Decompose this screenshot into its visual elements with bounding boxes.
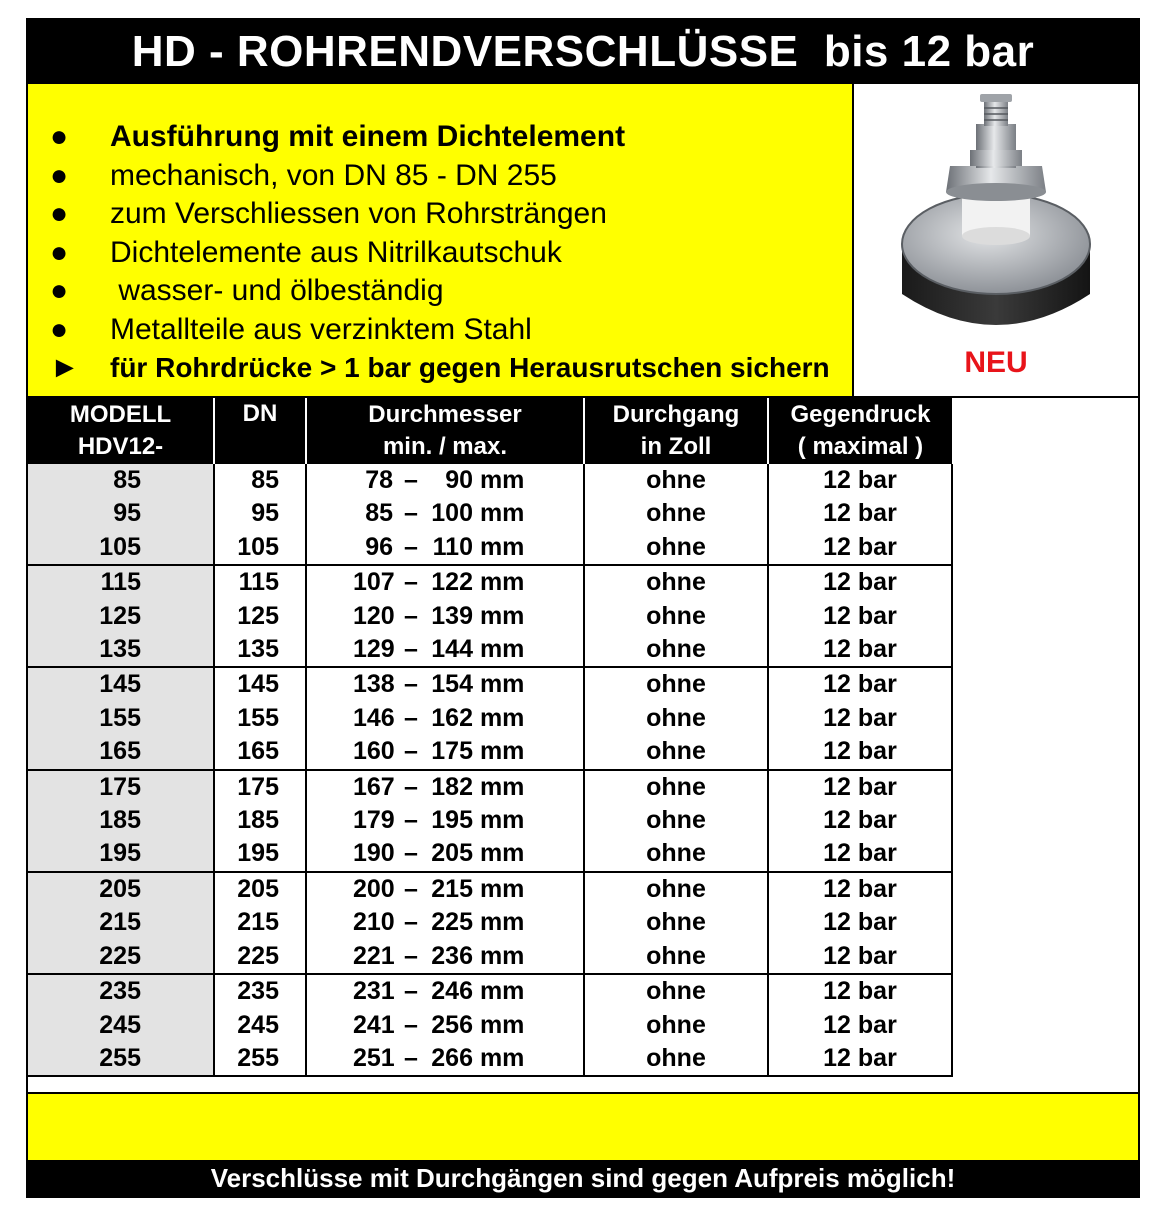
dn-value: 105 <box>237 532 279 561</box>
arrow-bullet-icon: ► <box>50 351 80 385</box>
pressure-cell <box>768 565 952 667</box>
diameter-unit: mm <box>479 1043 525 1072</box>
range-dash: – <box>404 601 418 630</box>
range-dash: – <box>404 839 418 868</box>
dn-value: 95 <box>251 499 279 528</box>
diameter-max: 236 <box>431 941 473 970</box>
diameter-range <box>353 906 583 939</box>
range-dash: – <box>404 532 418 561</box>
diameter-range <box>353 837 583 870</box>
dn-value: 125 <box>237 601 279 630</box>
table-row-group <box>28 974 952 1076</box>
table-row-group <box>28 565 952 667</box>
table-row-group <box>28 667 952 769</box>
port-value: ohne <box>646 941 706 970</box>
feature-item <box>50 349 830 388</box>
dn-value: 185 <box>237 806 279 835</box>
feature-text: wasser- und ölbeständig <box>110 274 444 308</box>
range-dash: – <box>404 806 418 835</box>
diameter-range <box>353 1009 583 1042</box>
diameter-min: 129 <box>353 635 395 664</box>
diameter-unit: mm <box>479 839 525 868</box>
diameter-unit: mm <box>479 874 525 903</box>
diameter-unit: mm <box>479 977 525 1006</box>
new-badge: NEU <box>964 346 1028 379</box>
diameter-max: 139 <box>431 601 473 630</box>
diameter-max: 266 <box>431 1043 473 1072</box>
pressure-value: 12 bar <box>823 806 897 835</box>
dn-value: 135 <box>237 635 279 664</box>
port-value: ohne <box>646 874 706 903</box>
diameter-min: 120 <box>353 601 395 630</box>
footer-spacer <box>28 1092 1138 1160</box>
diameter-min: 251 <box>353 1043 395 1072</box>
diameter-range <box>353 464 583 497</box>
dn-cell <box>214 770 306 872</box>
diameter-range <box>353 804 583 837</box>
model-value: 145 <box>99 670 141 699</box>
diameter-max: 182 <box>431 772 473 801</box>
diameter-min: 146 <box>353 703 395 732</box>
diameter-unit: mm <box>479 635 525 664</box>
bullet-dot-icon: ● <box>50 235 69 269</box>
diameter-min: 200 <box>353 874 395 903</box>
dn-value: 175 <box>237 772 279 801</box>
table-row-group <box>28 872 952 974</box>
model-value: 255 <box>99 1043 141 1072</box>
diameter-min: 78 <box>365 466 393 494</box>
model-value: 225 <box>99 941 141 970</box>
diameter-unit: mm <box>479 737 525 766</box>
pressure-value: 12 bar <box>823 839 897 868</box>
diameter-unit: mm <box>479 772 525 801</box>
table-body <box>28 464 952 1076</box>
diameter-min: 210 <box>353 908 395 937</box>
header-port: Durchgang in Zoll <box>584 398 768 464</box>
pressure-value: 12 bar <box>823 1010 897 1039</box>
dn-value: 145 <box>237 670 279 699</box>
feature-text: zum Verschliessen von Rohrsträngen <box>110 197 607 231</box>
pressure-value: 12 bar <box>823 703 897 732</box>
range-dash: – <box>404 635 418 664</box>
diameter-max: 122 <box>431 568 473 597</box>
diameter-unit: mm <box>479 670 525 699</box>
port-value: ohne <box>646 806 706 835</box>
range-dash: – <box>404 1043 418 1072</box>
product-photo-panel <box>854 84 1138 396</box>
pressure-value: 12 bar <box>823 941 897 970</box>
pressure-cell <box>768 770 952 872</box>
feature-panel <box>28 84 854 396</box>
feature-item <box>50 272 830 311</box>
port-value: ohne <box>646 977 706 1006</box>
diameter-max: 205 <box>431 839 473 868</box>
feature-list <box>50 118 830 388</box>
dn-value: 225 <box>237 941 279 970</box>
table-row-group <box>28 770 952 872</box>
diameter-cell <box>306 667 584 769</box>
bullet-dot-icon: ● <box>50 120 69 154</box>
model-value: 235 <box>99 977 141 1006</box>
model-value: 245 <box>99 1010 141 1039</box>
pressure-cell <box>768 872 952 974</box>
diameter-max: 225 <box>431 908 473 937</box>
diameter-unit: mm <box>479 466 525 494</box>
range-dash: – <box>404 737 418 766</box>
dn-value: 245 <box>237 1010 279 1039</box>
diameter-unit: mm <box>479 806 525 835</box>
diameter-max: 162 <box>431 703 473 732</box>
range-dash: – <box>404 908 418 937</box>
diameter-max: 154 <box>431 670 473 699</box>
dn-cell <box>214 872 306 974</box>
feature-item <box>50 234 830 273</box>
diameter-cell <box>306 974 584 1076</box>
model-value: 175 <box>99 772 141 801</box>
dn-value: 205 <box>237 874 279 903</box>
pressure-value: 12 bar <box>823 874 897 903</box>
range-dash: – <box>404 1010 418 1039</box>
dn-cell <box>214 565 306 667</box>
pressure-value: 12 bar <box>823 772 897 801</box>
diameter-range <box>353 940 583 973</box>
range-dash: – <box>404 874 418 903</box>
model-value: 105 <box>99 532 141 561</box>
diameter-cell <box>306 464 584 565</box>
page-title: HD - ROHRENDVERSCHLÜSSE bis 12 bar <box>28 20 1138 84</box>
dn-value: 255 <box>237 1043 279 1072</box>
model-value: 155 <box>99 703 141 732</box>
model-value: 185 <box>99 806 141 835</box>
pressure-value: 12 bar <box>823 670 897 699</box>
table-header-row <box>28 398 952 464</box>
model-value: 205 <box>99 874 141 903</box>
feature-text: Dichtelemente aus Nitrilkautschuk <box>110 235 562 269</box>
diameter-cell <box>306 565 584 667</box>
feature-text: mechanisch, von DN 85 - DN 255 <box>110 158 557 192</box>
pressure-cell <box>768 667 952 769</box>
port-cell <box>584 667 768 769</box>
feature-text: Metallteile aus verzinktem Stahl <box>110 312 532 346</box>
diameter-min: 231 <box>353 977 395 1006</box>
feature-item <box>50 157 830 196</box>
port-value: ohne <box>646 532 706 561</box>
model-cell <box>28 464 214 565</box>
diameter-max: 90 <box>445 466 473 494</box>
diameter-max: 110 <box>432 532 473 561</box>
diameter-unit: mm <box>479 941 525 970</box>
header-diameter: Durchmesser min. / max. <box>306 398 584 464</box>
diameter-range <box>353 497 583 530</box>
model-value: 115 <box>100 568 141 597</box>
diameter-unit: mm <box>479 568 525 597</box>
diameter-range <box>353 668 583 701</box>
dn-value: 165 <box>237 737 279 766</box>
port-value: ohne <box>646 568 706 597</box>
port-value: ohne <box>646 635 706 664</box>
pressure-value: 12 bar <box>823 1043 897 1072</box>
feature-item <box>50 195 830 234</box>
port-cell <box>584 770 768 872</box>
diameter-max: 100 <box>431 499 473 528</box>
pressure-value: 12 bar <box>823 635 897 664</box>
pressure-value: 12 bar <box>823 908 897 937</box>
dn-cell <box>214 667 306 769</box>
dn-value: 85 <box>251 466 279 494</box>
port-value: ohne <box>646 839 706 868</box>
diameter-range <box>353 600 583 633</box>
diameter-min: 190 <box>353 839 395 868</box>
dn-value: 235 <box>237 977 279 1006</box>
pressure-cell <box>768 974 952 1076</box>
dn-value: 195 <box>237 839 279 868</box>
datasheet <box>26 18 1140 1198</box>
model-value: 85 <box>113 466 141 494</box>
diameter-range <box>353 873 583 906</box>
diameter-max: 175 <box>431 737 473 766</box>
diameter-range <box>353 702 583 735</box>
diameter-min: 167 <box>353 772 395 801</box>
bullet-dot-icon: ● <box>50 274 69 308</box>
diameter-min: 96 <box>365 532 393 561</box>
model-value: 215 <box>99 908 141 937</box>
diameter-unit: mm <box>479 908 525 937</box>
range-dash: – <box>404 499 418 528</box>
range-dash: – <box>404 941 418 970</box>
diameter-min: 241 <box>353 1010 395 1039</box>
port-cell <box>584 464 768 565</box>
port-cell <box>584 974 768 1076</box>
specification-table <box>28 398 953 1077</box>
pressure-value: 12 bar <box>823 568 897 597</box>
range-dash: – <box>404 703 418 732</box>
diameter-cell <box>306 770 584 872</box>
range-dash: – <box>404 977 418 1006</box>
feature-text: Ausführung mit einem Dichtelement <box>110 120 626 154</box>
port-value: ohne <box>646 1010 706 1039</box>
model-cell <box>28 770 214 872</box>
diameter-range <box>353 771 583 804</box>
bullet-dot-icon: ● <box>50 312 69 346</box>
feature-text: für Rohrdrücke > 1 bar gegen Herausrutschen sichern <box>110 352 830 384</box>
port-value: ohne <box>646 466 706 494</box>
diameter-min: 221 <box>353 941 395 970</box>
diameter-cell <box>306 872 584 974</box>
diameter-max: 246 <box>431 977 473 1006</box>
range-dash: – <box>404 772 418 801</box>
diameter-min: 160 <box>353 737 395 766</box>
feature-item <box>50 118 830 157</box>
diameter-unit: mm <box>479 499 525 528</box>
pressure-value: 12 bar <box>823 466 897 494</box>
bullet-dot-icon: ● <box>50 197 69 231</box>
diameter-range <box>353 633 583 666</box>
port-value: ohne <box>646 601 706 630</box>
model-cell <box>28 565 214 667</box>
pressure-cell <box>768 464 952 565</box>
model-value: 135 <box>99 635 141 664</box>
model-cell <box>28 974 214 1076</box>
port-value: ohne <box>646 1043 706 1072</box>
diameter-min: 138 <box>353 670 395 699</box>
diameter-max: 256 <box>431 1010 473 1039</box>
range-dash: – <box>404 670 418 699</box>
diameter-min: 85 <box>365 499 393 528</box>
diameter-unit: mm <box>479 1010 525 1039</box>
port-value: ohne <box>646 772 706 801</box>
pressure-value: 12 bar <box>823 601 897 630</box>
model-value: 95 <box>113 499 141 528</box>
diameter-unit: mm <box>479 703 525 732</box>
port-value: ohne <box>646 499 706 528</box>
diameter-range <box>353 531 583 564</box>
dn-value: 215 <box>237 908 279 937</box>
range-dash: – <box>404 568 418 597</box>
port-value: ohne <box>646 670 706 699</box>
diameter-max: 144 <box>431 635 473 664</box>
header-model: MODELL HDV12- <box>28 398 214 464</box>
dn-cell <box>214 974 306 1076</box>
port-value: ohne <box>646 703 706 732</box>
bullet-dot-icon: ● <box>50 158 69 192</box>
diameter-range <box>353 975 583 1008</box>
model-value: 125 <box>99 601 141 630</box>
port-value: ohne <box>646 737 706 766</box>
diameter-min: 179 <box>353 806 395 835</box>
diameter-unit: mm <box>479 532 525 561</box>
model-cell <box>28 667 214 769</box>
diameter-max: 215 <box>431 874 473 903</box>
pressure-value: 12 bar <box>823 499 897 528</box>
header-dn: DN <box>214 398 306 464</box>
diameter-range <box>353 735 583 768</box>
diameter-max: 195 <box>431 806 473 835</box>
feature-item <box>50 311 830 350</box>
dn-value: 115 <box>238 568 279 597</box>
pressure-value: 12 bar <box>823 977 897 1006</box>
port-cell <box>584 565 768 667</box>
pressure-value: 12 bar <box>823 737 897 766</box>
dn-cell <box>214 464 306 565</box>
diameter-min: 107 <box>353 568 395 597</box>
diameter-range <box>353 566 583 599</box>
footer-note: Verschlüsse mit Durchgängen sind gegen Aufpreis möglich! <box>28 1160 1138 1196</box>
pipe-plug-product-image <box>894 94 1098 344</box>
dn-value: 155 <box>237 703 279 732</box>
header-pressure: Gegendruck ( maximal ) <box>768 398 952 464</box>
model-value: 165 <box>99 737 141 766</box>
port-value: ohne <box>646 908 706 937</box>
table-row-group <box>28 464 952 565</box>
port-cell <box>584 872 768 974</box>
diameter-unit: mm <box>479 601 525 630</box>
range-dash: – <box>404 466 418 494</box>
diameter-range <box>353 1042 583 1075</box>
model-cell <box>28 872 214 974</box>
model-value: 195 <box>99 839 141 868</box>
pressure-value: 12 bar <box>823 532 897 561</box>
